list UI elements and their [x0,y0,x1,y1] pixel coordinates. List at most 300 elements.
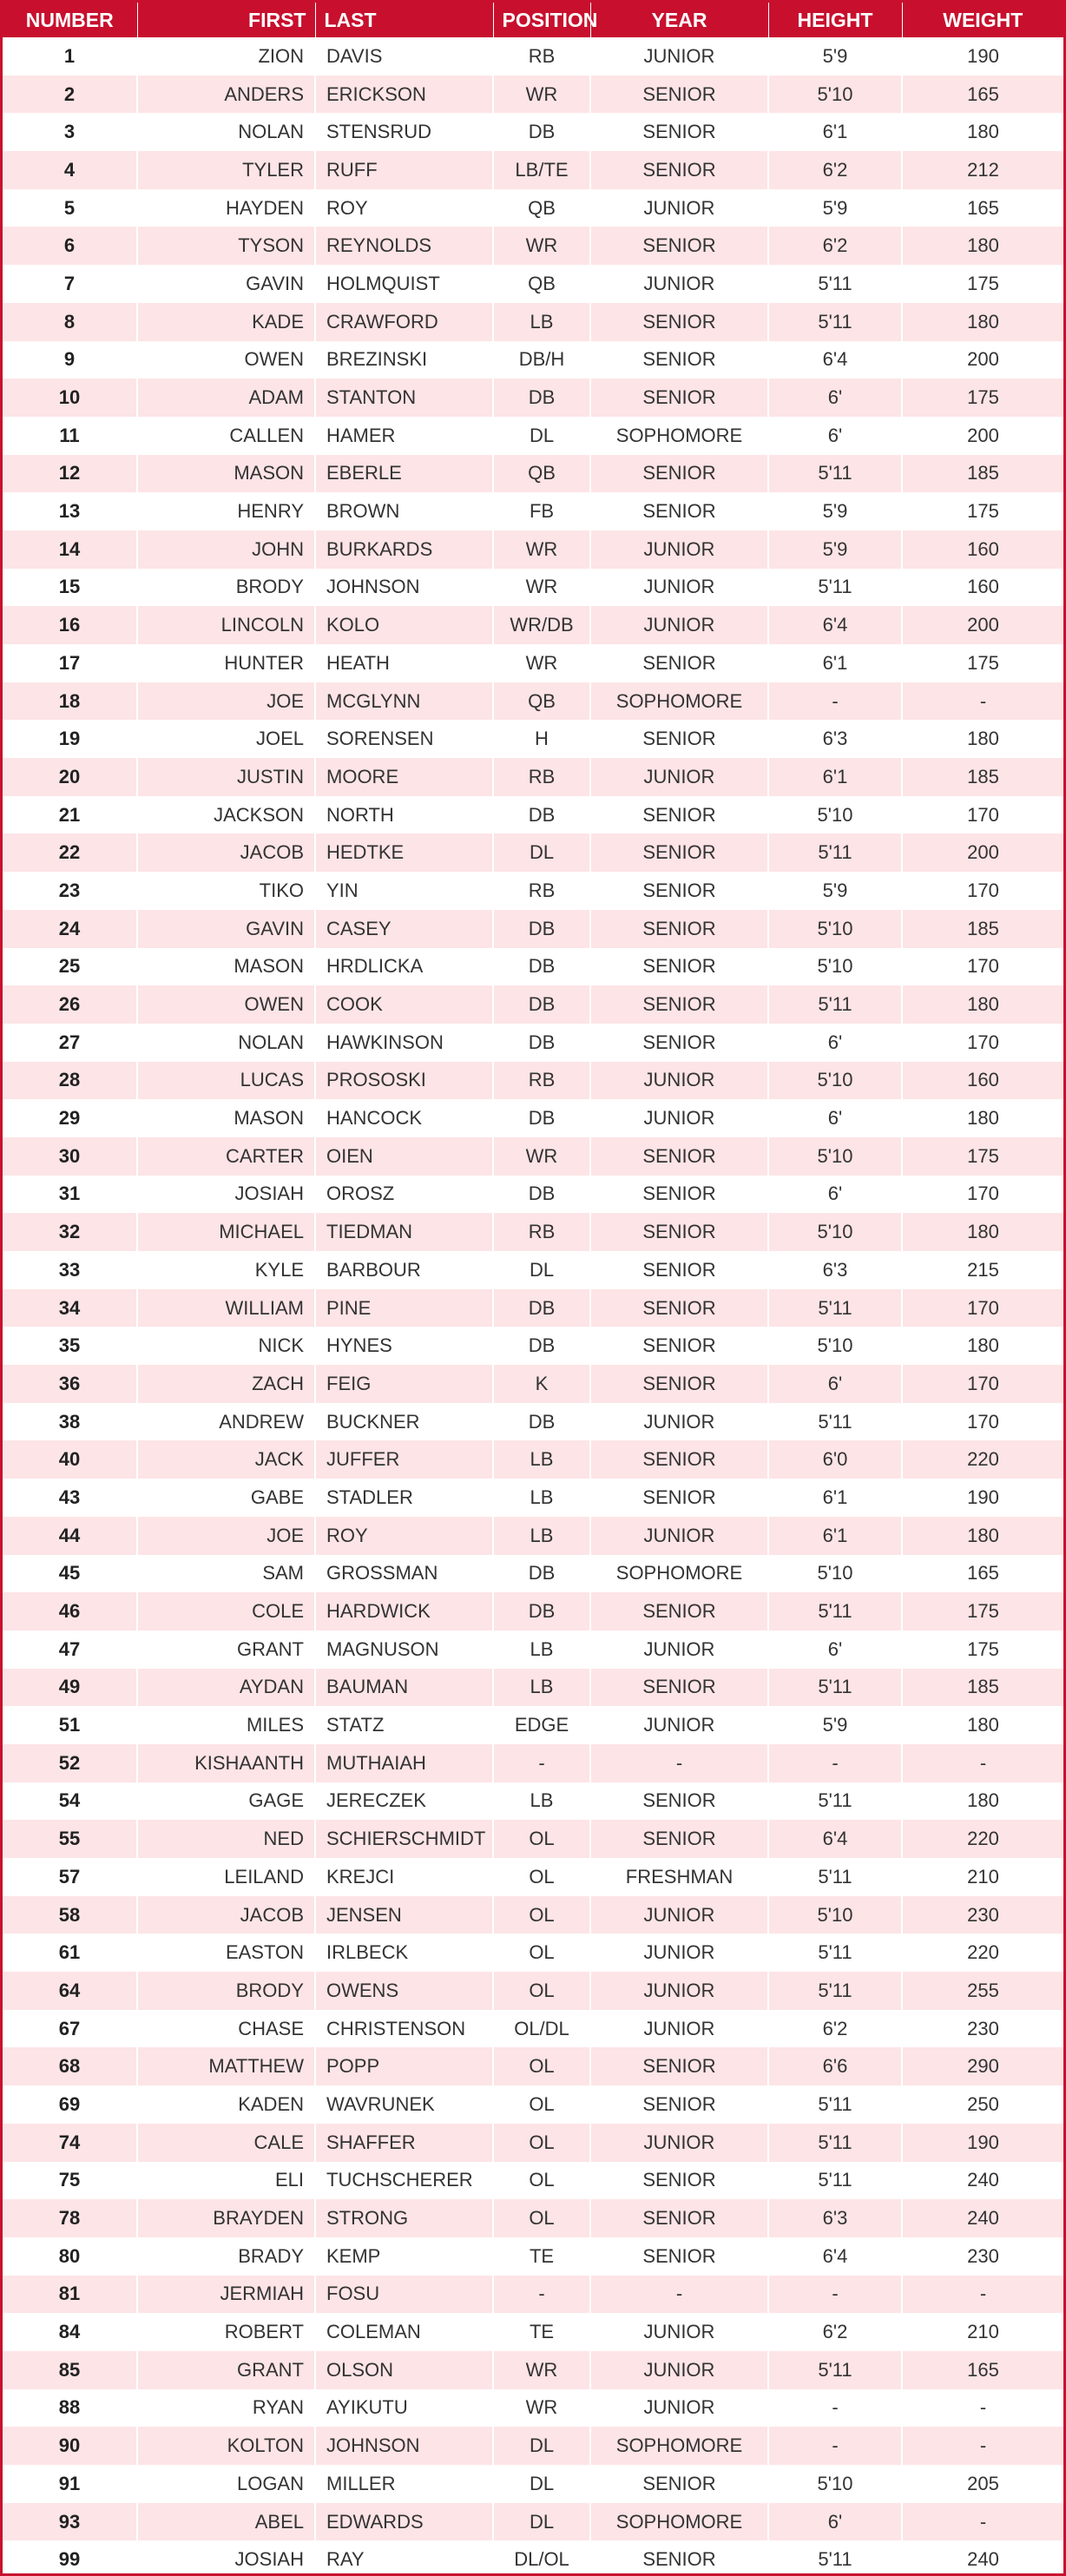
cell-first-name: GRANT [137,1631,315,1669]
cell-height: 5'11 [768,985,902,1024]
cell-first-name: CARTER [137,1137,315,1176]
cell-year: JUNIOR [590,1099,768,1137]
cell-position: FB [493,492,590,530]
cell-number: 75 [3,2162,137,2200]
cell-position: DL [493,417,590,455]
cell-year: SOPHOMORE [590,682,768,721]
cell-height: 5'11 [768,2351,902,2389]
cell-first-name: JOEL [137,720,315,758]
cell-number: 2 [3,76,137,114]
cell-height: 5'11 [768,303,902,341]
cell-year: SENIOR [590,1440,768,1479]
cell-position: RB [493,1213,590,1251]
cell-position: DB [493,1592,590,1631]
cell-last-name: ROY [315,1517,493,1555]
cell-weight: 170 [902,948,1063,986]
table-row [3,1440,1063,1479]
cell-year: SOPHOMORE [590,1555,768,1593]
cell-height: 5'11 [768,2085,902,2124]
cell-last-name: BREZINSKI [315,341,493,379]
cell-number: 20 [3,758,137,796]
table-row [3,1631,1063,1669]
cell-position: OL [493,1896,590,1934]
cell-position: WR [493,1137,590,1176]
cell-first-name: WILLIAM [137,1289,315,1328]
cell-last-name: BARBOUR [315,1251,493,1289]
cell-height: 6' [768,379,902,417]
cell-last-name: CHRISTENSON [315,2010,493,2048]
cell-first-name: ELI [137,2162,315,2200]
cell-number: 32 [3,1213,137,1251]
cell-weight: 290 [902,2047,1063,2085]
cell-year: SENIOR [590,1176,768,1214]
cell-first-name: AYDAN [137,1669,315,1707]
cell-last-name: JOHNSON [315,2427,493,2465]
cell-position: RB [493,758,590,796]
cell-number: 11 [3,417,137,455]
cell-weight: 180 [902,985,1063,1024]
cell-first-name: JOSIAH [137,1176,315,1214]
cell-position: DB [493,1289,590,1328]
cell-year: JUNIOR [590,1062,768,1100]
cell-weight: 175 [902,1592,1063,1631]
table-row [3,2162,1063,2200]
cell-number: 34 [3,1289,137,1328]
cell-year: SENIOR [590,1024,768,1062]
cell-weight: 180 [902,1517,1063,1555]
cell-number: 24 [3,910,137,948]
cell-last-name: REYNOLDS [315,227,493,265]
cell-weight: 185 [902,758,1063,796]
cell-year: SENIOR [590,1365,768,1403]
cell-year: SENIOR [590,379,768,417]
cell-weight: 170 [902,796,1063,834]
cell-first-name: KYLE [137,1251,315,1289]
cell-last-name: IRLBECK [315,1934,493,1972]
column-header-last[interactable]: LAST [315,3,493,37]
table-row [3,1706,1063,1744]
cell-number: 68 [3,2047,137,2085]
cell-weight: 190 [902,37,1063,76]
cell-first-name: ADAM [137,379,315,417]
table-row [3,455,1063,493]
cell-year: SOPHOMORE [590,2427,768,2465]
cell-first-name: HUNTER [137,644,315,682]
cell-last-name: HYNES [315,1327,493,1365]
cell-last-name: YIN [315,872,493,910]
cell-year: SENIOR [590,151,768,189]
table-row [3,2276,1063,2314]
cell-position: DB [493,796,590,834]
cell-last-name: STRONG [315,2199,493,2237]
table-row [3,2503,1063,2541]
cell-number: 47 [3,1631,137,1669]
cell-year: JUNIOR [590,189,768,227]
table-row [3,720,1063,758]
cell-number: 35 [3,1327,137,1365]
table-row [3,2427,1063,2465]
cell-first-name: CALLEN [137,417,315,455]
cell-last-name: SORENSEN [315,720,493,758]
cell-weight: 165 [902,2351,1063,2389]
cell-year: SOPHOMORE [590,417,768,455]
table-row [3,37,1063,76]
cell-position: RB [493,1062,590,1100]
cell-last-name: HANCOCK [315,1099,493,1137]
table-row [3,1327,1063,1365]
cell-last-name: STENSRUD [315,113,493,151]
table-row [3,2540,1063,2576]
cell-last-name: MOORE [315,758,493,796]
cell-first-name: TIKO [137,872,315,910]
cell-position: DB [493,113,590,151]
cell-weight: 230 [902,1896,1063,1934]
cell-height: 6'3 [768,2199,902,2237]
cell-number: 43 [3,1479,137,1517]
cell-height: 5'10 [768,1213,902,1251]
cell-last-name: PROSOSKI [315,1062,493,1100]
cell-year: SENIOR [590,872,768,910]
cell-weight: 175 [902,492,1063,530]
cell-position: EDGE [493,1706,590,1744]
cell-position: DL [493,1251,590,1289]
cell-position: WR [493,530,590,569]
cell-first-name: OWEN [137,985,315,1024]
cell-last-name: JERECZEK [315,1782,493,1821]
cell-first-name: JOE [137,1517,315,1555]
cell-weight: 160 [902,530,1063,569]
cell-position: WR [493,644,590,682]
cell-first-name: ROBERT [137,2313,315,2351]
column-header-height[interactable]: HEIGHT [768,3,902,37]
cell-weight: 240 [902,2162,1063,2200]
cell-number: 40 [3,1440,137,1479]
cell-position: DL [493,2503,590,2541]
cell-year: SENIOR [590,910,768,948]
cell-height: - [768,2427,902,2465]
table-row [3,1858,1063,1896]
cell-position: DB [493,1024,590,1062]
table-row [3,1251,1063,1289]
table-row [3,227,1063,265]
cell-number: 54 [3,1782,137,1821]
cell-year: SENIOR [590,1327,768,1365]
table-row [3,2010,1063,2048]
cell-number: 25 [3,948,137,986]
cell-first-name: LUCAS [137,1062,315,1100]
cell-weight: 170 [902,1365,1063,1403]
cell-weight: 240 [902,2199,1063,2237]
cell-height: 5'10 [768,1896,902,1934]
cell-weight: 165 [902,1555,1063,1593]
table-row [3,606,1063,644]
cell-last-name: ERICKSON [315,76,493,114]
cell-first-name: TYLER [137,151,315,189]
cell-height: 5'9 [768,37,902,76]
cell-last-name: MILLER [315,2465,493,2503]
cell-first-name: LEILAND [137,1858,315,1896]
cell-first-name: JOHN [137,530,315,569]
cell-first-name: KOLTON [137,2427,315,2465]
cell-last-name: JUFFER [315,1440,493,1479]
cell-first-name: JACKSON [137,796,315,834]
cell-weight: 190 [902,1479,1063,1517]
cell-year: JUNIOR [590,1934,768,1972]
table-row [3,1517,1063,1555]
cell-weight: 200 [902,606,1063,644]
cell-height: 5'11 [768,1782,902,1821]
cell-height: 6' [768,1024,902,1062]
cell-height: 6'2 [768,2313,902,2351]
cell-height: 5'11 [768,569,902,607]
cell-height: 6'0 [768,1440,902,1479]
header-row [3,3,1063,37]
cell-first-name: BRODY [137,1972,315,2010]
column-header-weight[interactable]: WEIGHT [902,3,1063,37]
cell-position: LB [493,1782,590,1821]
cell-number: 7 [3,265,137,303]
table-row [3,682,1063,721]
cell-position: WR [493,227,590,265]
cell-weight: 215 [902,1251,1063,1289]
cell-weight: 210 [902,1858,1063,1896]
cell-height: 5'11 [768,1858,902,1896]
cell-position: QB [493,455,590,493]
cell-height: 5'10 [768,2465,902,2503]
cell-position: QB [493,265,590,303]
cell-number: 99 [3,2540,137,2576]
cell-weight: 160 [902,1062,1063,1100]
cell-height: 5'9 [768,1706,902,1744]
column-header-number[interactable]: NUMBER [3,3,137,37]
cell-number: 16 [3,606,137,644]
table-row [3,189,1063,227]
cell-height: 6'1 [768,644,902,682]
cell-first-name: KADE [137,303,315,341]
cell-number: 64 [3,1972,137,2010]
table-row [3,303,1063,341]
cell-year: - [590,2276,768,2314]
cell-first-name: HENRY [137,492,315,530]
table-row [3,1365,1063,1403]
cell-height: 6'3 [768,1251,902,1289]
cell-position: RB [493,872,590,910]
cell-year: JUNIOR [590,1631,768,1669]
cell-year: JUNIOR [590,1517,768,1555]
cell-position: DL/OL [493,2540,590,2576]
table-row [3,1972,1063,2010]
cell-number: 10 [3,379,137,417]
cell-position: WR [493,2351,590,2389]
cell-position: DB [493,1403,590,1441]
cell-year: JUNIOR [590,1896,768,1934]
cell-year: JUNIOR [590,1972,768,2010]
cell-weight: 185 [902,910,1063,948]
table-row [3,1403,1063,1441]
cell-height: 6' [768,1365,902,1403]
cell-position: H [493,720,590,758]
cell-weight: 200 [902,341,1063,379]
table-row [3,1289,1063,1328]
cell-position: DB [493,985,590,1024]
cell-last-name: WAVRUNEK [315,2085,493,2124]
cell-year: SENIOR [590,1820,768,1858]
cell-position: DL [493,833,590,872]
cell-year: SENIOR [590,2162,768,2200]
cell-first-name: NICK [137,1327,315,1365]
cell-last-name: STADLER [315,1479,493,1517]
cell-position: - [493,1744,590,1782]
cell-last-name: OLSON [315,2351,493,2389]
column-header-position[interactable]: POSITION [493,3,590,37]
table-row [3,2047,1063,2085]
cell-last-name: DAVIS [315,37,493,76]
cell-weight: 170 [902,1024,1063,1062]
cell-year: SENIOR [590,948,768,986]
cell-height: 6' [768,2503,902,2541]
cell-year: SENIOR [590,1289,768,1328]
cell-number: 27 [3,1024,137,1062]
table-header [3,3,1063,37]
cell-last-name: HOLMQUIST [315,265,493,303]
cell-height: 5'10 [768,1555,902,1593]
column-header-year[interactable]: YEAR [590,3,768,37]
cell-height: - [768,2389,902,2428]
table-row [3,2199,1063,2237]
cell-first-name: JUSTIN [137,758,315,796]
cell-year: JUNIOR [590,2389,768,2428]
cell-height: 5'10 [768,796,902,834]
cell-position: OL [493,1858,590,1896]
cell-last-name: GROSSMAN [315,1555,493,1593]
table-row [3,1592,1063,1631]
cell-height: 6'6 [768,2047,902,2085]
cell-height: 5'11 [768,1289,902,1328]
cell-year: SENIOR [590,985,768,1024]
cell-year: JUNIOR [590,2351,768,2389]
cell-position: OL/DL [493,2010,590,2048]
cell-height: 5'10 [768,76,902,114]
cell-weight: 175 [902,644,1063,682]
cell-number: 93 [3,2503,137,2541]
cell-last-name: RUFF [315,151,493,189]
cell-position: TE [493,2237,590,2276]
cell-weight: 255 [902,1972,1063,2010]
cell-last-name: KREJCI [315,1858,493,1896]
cell-last-name: SHAFFER [315,2124,493,2162]
cell-number: 26 [3,985,137,1024]
cell-number: 80 [3,2237,137,2276]
cell-first-name: KISHAANTH [137,1744,315,1782]
cell-weight: 240 [902,2540,1063,2576]
cell-number: 4 [3,151,137,189]
cell-first-name: JACOB [137,1896,315,1934]
cell-number: 1 [3,37,137,76]
cell-year: SENIOR [590,2085,768,2124]
cell-number: 58 [3,1896,137,1934]
cell-height: 6'1 [768,1517,902,1555]
table-row [3,2237,1063,2276]
cell-last-name: KEMP [315,2237,493,2276]
table-row [3,151,1063,189]
cell-year: JUNIOR [590,1403,768,1441]
cell-number: 85 [3,2351,137,2389]
table-row [3,492,1063,530]
cell-position: K [493,1365,590,1403]
cell-position: OL [493,2047,590,2085]
cell-height: 5'9 [768,492,902,530]
cell-number: 67 [3,2010,137,2048]
cell-first-name: COLE [137,1592,315,1631]
cell-year: - [590,1744,768,1782]
cell-year: SENIOR [590,833,768,872]
table-row [3,2124,1063,2162]
table-row [3,2465,1063,2503]
cell-position: WR [493,569,590,607]
cell-year: SENIOR [590,1213,768,1251]
cell-last-name: BAUMAN [315,1669,493,1707]
cell-first-name: ZACH [137,1365,315,1403]
cell-weight: 230 [902,2237,1063,2276]
cell-weight: 180 [902,1327,1063,1365]
table-row [3,1099,1063,1137]
cell-last-name: OIEN [315,1137,493,1176]
cell-last-name: RAY [315,2540,493,2576]
cell-position: DB [493,1176,590,1214]
cell-position: LB [493,1669,590,1707]
table-row [3,1137,1063,1176]
table-row [3,1820,1063,1858]
cell-number: 57 [3,1858,137,1896]
cell-year: SENIOR [590,2047,768,2085]
table-row [3,910,1063,948]
column-header-first[interactable]: FIRST [137,3,315,37]
cell-first-name: KADEN [137,2085,315,2124]
cell-first-name: BRADY [137,2237,315,2276]
cell-number: 18 [3,682,137,721]
cell-last-name: OROSZ [315,1176,493,1214]
cell-height: 5'9 [768,872,902,910]
table-row [3,2389,1063,2428]
cell-height: 6'1 [768,758,902,796]
cell-number: 52 [3,1744,137,1782]
cell-weight: 185 [902,455,1063,493]
cell-number: 36 [3,1365,137,1403]
cell-number: 14 [3,530,137,569]
table-row [3,569,1063,607]
table-row [3,1062,1063,1100]
cell-height: 5'11 [768,833,902,872]
cell-year: SENIOR [590,720,768,758]
cell-weight: 175 [902,1631,1063,1669]
cell-height: 5'10 [768,910,902,948]
cell-last-name: HEDTKE [315,833,493,872]
cell-last-name: EDWARDS [315,2503,493,2541]
table-row [3,1555,1063,1593]
cell-height: 6' [768,1176,902,1214]
cell-height: 6'4 [768,341,902,379]
cell-height: 5'11 [768,1403,902,1441]
cell-last-name: HEATH [315,644,493,682]
cell-position: LB [493,1479,590,1517]
cell-year: JUNIOR [590,37,768,76]
cell-last-name: ROY [315,189,493,227]
cell-first-name: LOGAN [137,2465,315,2503]
cell-last-name: HAMER [315,417,493,455]
cell-last-name: OWENS [315,1972,493,2010]
cell-first-name: GRANT [137,2351,315,2389]
cell-number: 6 [3,227,137,265]
